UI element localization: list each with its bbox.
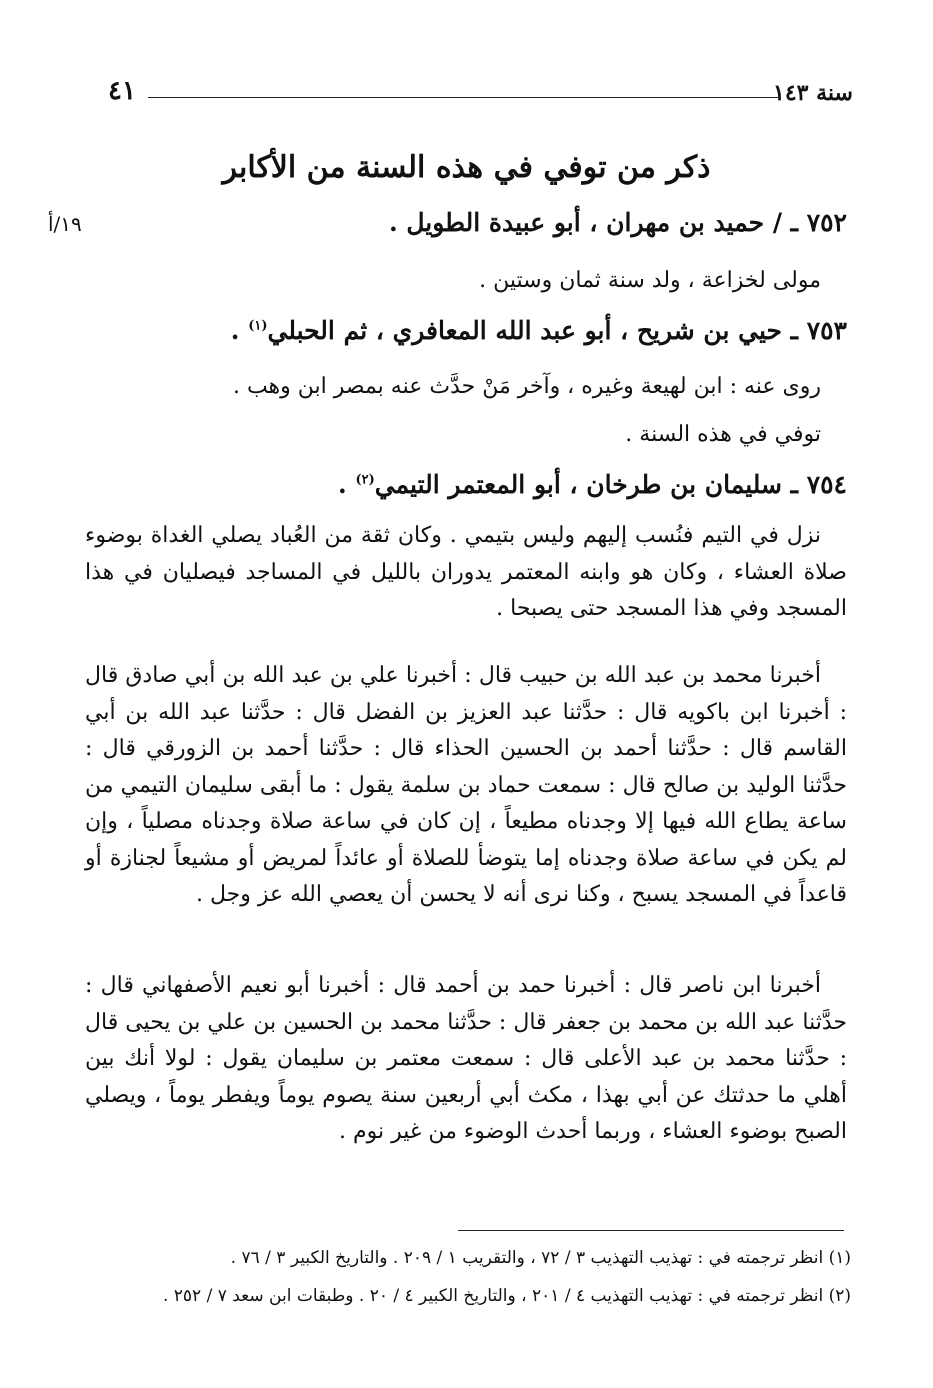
paragraph-text: أخبرنا ابن ناصر قال : أخبرنا حمد بن أحمد قال : أخبرنا أبو نعيم الأصفهاني قال : حدَّثنا عبد الله بن محمد بن جعفر قال : حدَّثنا محمد بن الحسين بن علي بن يحيى قال : حدَّثنا محمد بن عبد الأعلى قال : سمعت معتمر بن سليمان يقول : لولا أنك بين أهلي ما حدثتك عن أبي بهذا ، مكث أبي أربعين سنة يصوم يوماً ويفطر يوماً ، ويصلي الصبح بوضوء العشاء ، وربما أحدث الوضوء من غير نوم . xyxy=(85,973,847,1144)
page-number: ٤١ xyxy=(108,76,136,106)
entry-heading-752: ٧٥٢ ـ / حميد بن مهران ، أبو عبيدة الطويل . xyxy=(388,208,847,237)
footnote-mark-1[interactable]: (١) xyxy=(248,318,268,334)
entry-752-line: مولى لخزاعة ، ولد سنة ثمان وستين . xyxy=(479,268,821,293)
entry-heading-753-end: . xyxy=(230,316,249,345)
entry-heading-754-text: ٧٥٤ ـ سليمان بن طرخان ، أبو المعتمر التيمي xyxy=(374,470,847,499)
section-title: ذكر من توفي في هذه السنة من الأكابر xyxy=(222,150,711,185)
manuscript-folio-ref: ١٩/أ xyxy=(48,212,82,236)
footnote: (١) انظر ترجمته في : تهذيب التهذيب ٣ / ٧٢ ، والتقريب ١ / ٢٠٩ . والتاريخ الكبير ٣ / ٧٦ . xyxy=(230,1248,851,1268)
footnote: (٢) انظر ترجمته في : تهذيب التهذيب ٤ / ٢٠١ ، والتاريخ الكبير ٤ / ٢٠ . وطبقات ابن سعد ٧ / ٢٥٢ . xyxy=(162,1286,851,1306)
running-header-year: سنة ١٤٣ xyxy=(773,80,853,106)
header-rule xyxy=(148,97,778,98)
entry-753-line: توفي في هذه السنة . xyxy=(625,422,821,447)
paragraph-text: أخبرنا محمد بن عبد الله بن حبيب قال : أخبرنا علي بن عبد الله بن أبي صادق قال : أخبرنا ابن باكويه قال : حدَّثنا عبد العزيز بن الفضل قال : حدَّثنا عبد الله بن أبي القاسم قال : حدَّثنا أحمد بن الحسين الحذاء قال : حدَّثنا أحمد بن الزورقي قال : حدَّثنا الوليد بن صالح قال : سمعت حماد بن سلمة يقول : ما أبقى سليمان التيمي من ساعة يطاع الله فيها إلا وجدناه مطيعاً ، إن كان في ساعة صلاة وجدناه مصلياً ، وإن لم يكن في ساعة صلاة وجدناه إما يتوضأ للصلاة أو عائداً لمريض أو مشيعاً لجنازة أو قاعداً في المسجد يسبح ، وكنا نرى أنه لا يحسن أن يعصي الله عز وجل . xyxy=(85,663,847,907)
footnote-separator xyxy=(458,1230,844,1231)
entry-heading-754 xyxy=(338,470,847,499)
footnote-mark-2[interactable]: (٢) xyxy=(355,472,375,488)
entry-heading-753-text: ٧٥٣ ـ حيي بن شريح ، أبو عبد الله المعافري ، ثم الحبلي xyxy=(267,316,847,345)
entry-heading-753 xyxy=(231,316,847,345)
entry-753-line: روى عنه : ابن لهيعة وغيره ، وآخر مَنْ حدَّث عنه بمصر ابن وهب . xyxy=(232,374,821,399)
entry-heading-754-end: . xyxy=(338,470,356,499)
body-paragraph xyxy=(85,658,847,914)
paragraph-text: نزل في التيم فنُسب إليهم وليس بتيمي . وكان ثقة من العُباد يصلي الغداة بوضوء صلاة العشاء ، وكان هو وابنه المعتمر يدوران بالليل في المساجد فيصليان في هذا المسجد وفي هذا المسجد حتى يصبحا . xyxy=(85,523,847,621)
body-paragraph xyxy=(85,518,847,628)
body-paragraph xyxy=(85,968,847,1151)
